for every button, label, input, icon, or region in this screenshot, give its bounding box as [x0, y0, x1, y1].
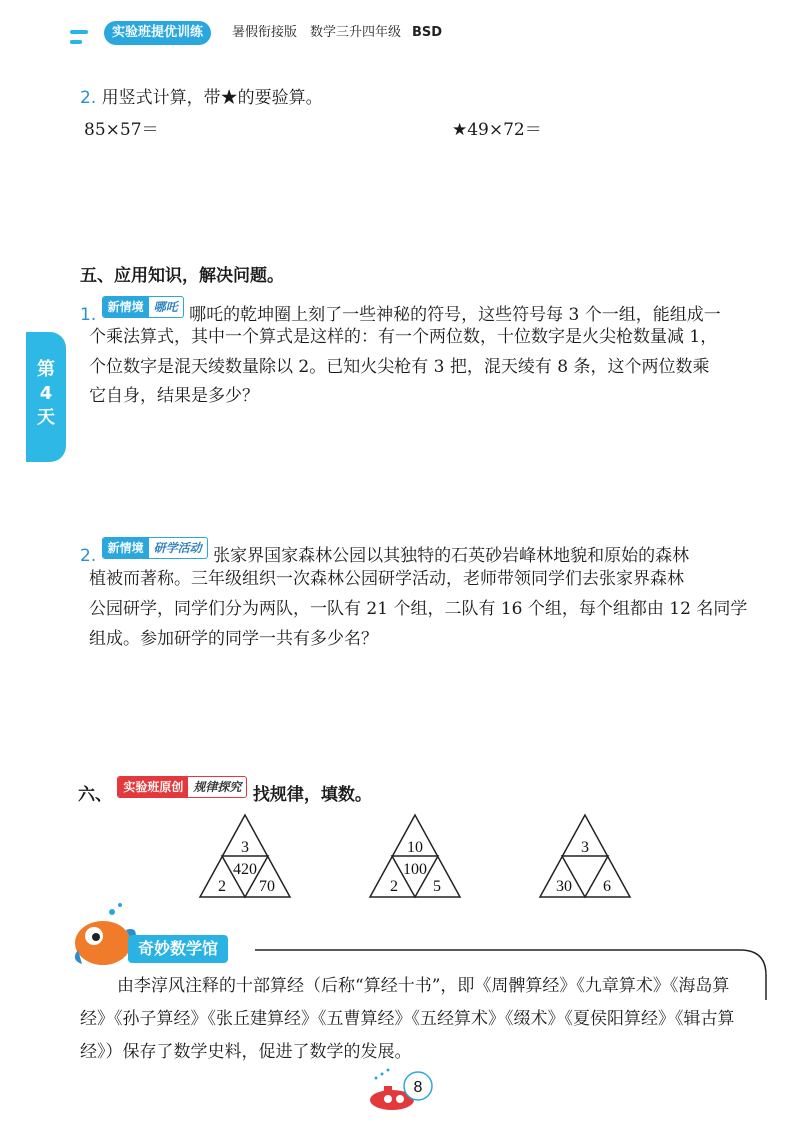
triangle-left-number: 30 — [556, 878, 572, 895]
problem-number: 2. — [80, 546, 97, 566]
fun-math-text: 经》《孙子算经》《张丘建算经》《五曹算经》《五经算术》《缀术》《夏侯阳算经》《辑古算 — [80, 1009, 735, 1029]
section-label: 六、 — [78, 785, 112, 805]
triangle-right-number: 70 — [259, 878, 275, 895]
header-subject: 数学三升四年级 — [310, 25, 402, 40]
triangle-top-number: 3 — [581, 839, 589, 856]
problem-text: 个位数字是混天绫数量除以 2。已知火尖枪有 3 把，混天绫有 8 条，这个两位数乘 — [89, 357, 710, 377]
problem-text: 公园研学，同学们分为两队，一队有 21 个组，二队有 16 个组，每个组都由 12 名同学 — [89, 599, 748, 619]
question-number: 2. — [80, 88, 97, 108]
triangle-right-number: 5 — [433, 878, 441, 895]
problem-number: 1. — [80, 305, 97, 325]
fun-math-text: 经》）保存了数学史料，促进了数学的发展。 — [80, 1042, 412, 1062]
side-tab-char: 第 — [37, 359, 55, 380]
problem-text: 植被而著称。三年级组织一次森林公园研学活动，老师带领同学们去张家界森林 — [89, 569, 684, 589]
fun-math-text: 由李淳风注释的十部算经（后称“算经十书”，即《周髀算经》《九章算术》《海岛算 — [117, 976, 730, 996]
problem-text: 哪吒的乾坤圈上刻了一些神秘的符号，这些符号每 3 个一组，能组成一 — [189, 305, 721, 325]
page-number: 8 — [413, 1079, 423, 1096]
triangle-left-number: 2 — [218, 878, 226, 895]
question-instruction: 用竖式计算，带★的要验算。 — [101, 88, 323, 108]
problem-text: 组成。参加研学的同学一共有多少名？ — [89, 629, 378, 649]
triangle-1 — [200, 815, 290, 897]
context-tag: 新情境 哪吒 — [102, 296, 184, 318]
triangle-top-number: 10 — [407, 839, 423, 856]
problem-text: 它自身，结果是多少？ — [89, 386, 259, 406]
triangle-center-number: 420 — [233, 861, 257, 878]
side-tab-char: 天 — [37, 407, 55, 428]
problem-text: 个乘法算式，其中一个算式是这样的：有一个两位数，十位数字是火尖枪数量减 1， — [89, 327, 718, 347]
triangle-right-number: 6 — [603, 878, 611, 895]
original-tag: 实验班原创 规律探究 — [117, 776, 247, 798]
fun-math-title: 奇妙数学馆 — [128, 935, 228, 963]
header-edition: 暑假衔接版 — [232, 25, 298, 40]
triangle-2 — [370, 815, 460, 897]
side-tab-char: 4 — [39, 383, 53, 404]
calc-expression-2: ★49×72＝ — [452, 120, 542, 140]
header-code: BSD — [412, 25, 443, 40]
triangle-center-number: 100 — [403, 861, 427, 878]
problem-text: 张家界国家森林公园以其独特的石英砂岩峰林地貌和原始的森林 — [213, 546, 690, 566]
triangle-left-number: 2 — [390, 878, 398, 895]
context-tag: 新情境 研学活动 — [102, 537, 208, 559]
fish-mascot-icon — [75, 903, 136, 965]
calc-expression-1: 85×57＝ — [84, 120, 159, 140]
triangle-3 — [540, 815, 630, 897]
triangle-top-number: 3 — [241, 839, 249, 856]
section-instruction: 找规律，填数。 — [252, 785, 372, 805]
section-5-title: 五、应用知识，解决问题。 — [80, 266, 284, 286]
header-brand: 实验班提优训练 — [104, 21, 211, 45]
